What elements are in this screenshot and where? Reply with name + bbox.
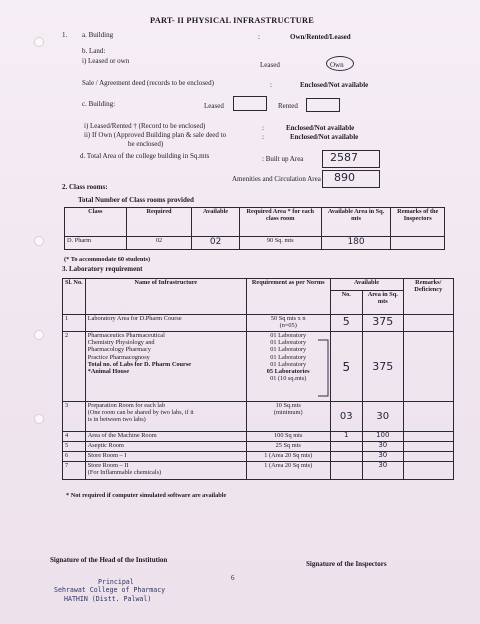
bracket-mark [316, 338, 334, 400]
table-row [63, 442, 454, 452]
table-cell [85, 402, 246, 432]
punch-hole [34, 414, 44, 424]
table-cell: 6 [63, 452, 86, 462]
table-cell [403, 462, 453, 480]
table-cell: 2 [63, 332, 86, 402]
table-row [63, 452, 454, 462]
land-option-leased: Leased [260, 61, 280, 69]
infrastructure-line: (For Inflammable chemicals) [87, 469, 162, 477]
builtup-value: 2587 [330, 151, 358, 164]
signature-inspectors-label: Signature of the Inspectors [306, 560, 387, 568]
table-cell [330, 462, 363, 480]
colon: : [262, 124, 264, 132]
colon: : [258, 33, 260, 41]
infrastructure-line: *Animal House [87, 368, 130, 376]
table-cell: Area of the Machine Room [85, 432, 246, 442]
infrastructure-line: Practice Pharmacognosy [87, 353, 150, 361]
colon: : [270, 81, 272, 89]
table-cell: 30 [363, 452, 404, 462]
table-cell: 4 [63, 432, 86, 442]
table-cell: 02 [192, 237, 240, 250]
table-cell: 1 [330, 432, 363, 442]
requirement-line: (n=05) [279, 322, 297, 330]
c-ii-continuation: be enclosed) [128, 140, 164, 148]
requirement-line: 01 Laboratory [270, 339, 307, 347]
page-number: 6 [231, 574, 235, 582]
table-cell: 1 (Area 20 Sq mts) [246, 452, 330, 462]
column-header: Remarks/ Deficiency [403, 279, 453, 315]
punch-hole [34, 37, 44, 47]
column-header: Class [65, 208, 127, 237]
table-cell: 100 [363, 432, 404, 442]
deed-label: Sale / Agreement deed (records to be enclosed) [82, 79, 214, 87]
table-cell [330, 452, 363, 462]
column-header: Required [126, 208, 192, 237]
table-cell [85, 462, 246, 480]
deed-value: Enclosed/Not available [300, 81, 369, 89]
requirement-line: 50 Sq mts x n [270, 315, 306, 322]
requirement-line: 05 Laboratories [266, 368, 310, 376]
page-title: PART- II PHYSICAL INFRASTRUCTURE [150, 16, 315, 25]
leased-checkbox [233, 96, 267, 111]
table-cell [403, 332, 453, 402]
infrastructure-line: Chemistry Physiology and [87, 339, 155, 347]
lab-table [62, 278, 454, 480]
table-cell: 03 [330, 402, 363, 432]
table-cell: 3 [63, 402, 86, 432]
classrooms-heading: 2. Class rooms: [62, 183, 108, 191]
punch-hole [34, 330, 44, 340]
infrastructure-line: is in between two labs) [87, 416, 146, 424]
table-cell: 1 (Area 20 Sq mts) [246, 462, 330, 480]
table-cell: Laboratory Area for D.Pharm Course [85, 315, 246, 332]
requirement-line: 10 Sq.mts [275, 402, 301, 409]
table-cell: 5 [330, 315, 363, 332]
requirement-line: 01 Laboratory [270, 346, 307, 354]
table-cell [403, 315, 453, 332]
punch-hole [34, 236, 44, 246]
infrastructure-line: Preparation Room for each lab [87, 402, 166, 409]
table-row [63, 432, 454, 442]
requirement-line: 01 (10 sq.mts) [270, 375, 307, 383]
table-cell [403, 452, 453, 462]
amenities-label: Amenities and Circulation Area [232, 175, 321, 183]
table-cell: 375 [363, 315, 404, 332]
table-cell: 25 Sq mts [246, 442, 330, 452]
table-row [63, 315, 454, 332]
table-cell [391, 237, 445, 250]
rented-checkbox [306, 98, 340, 112]
infrastructure-line: Pharmaceutics Pharmaceutical [87, 332, 165, 339]
table-cell: 375 [363, 332, 404, 402]
table-cell: 5 [63, 442, 86, 452]
column-header: Name of Infrastructure [85, 279, 246, 315]
land-sub-label: i) Leased or own [82, 57, 130, 65]
table-row [65, 237, 445, 250]
requirement-line: (minimum) [273, 409, 303, 417]
table-cell [403, 432, 453, 442]
table-cell: 30 [363, 442, 404, 452]
builtup-label: : Built up Area [262, 155, 304, 163]
lab-heading: 3. Laboratory requirement [62, 265, 143, 273]
table-header-row [65, 208, 445, 237]
table-cell [85, 332, 246, 402]
column-header: Area in Sq. mts [363, 291, 404, 315]
table-cell: 30 [363, 402, 404, 432]
table-cell [403, 402, 453, 432]
table-row [63, 332, 454, 402]
table-cell: Store Room – I [85, 452, 246, 462]
section-number: 1. [62, 31, 68, 39]
table-cell: 90 Sq. mts [239, 237, 321, 250]
column-header: Remarks of the Inspectors [391, 208, 445, 237]
table-cell: 02 [126, 237, 192, 250]
table-row [63, 402, 454, 432]
table-cell: 100 Sq mts [246, 432, 330, 442]
table-cell: 7 [63, 462, 86, 480]
table-row [63, 462, 454, 480]
c-i-value: Enclosed/Not available [286, 124, 355, 132]
requirement-line: 01 Laboratory [270, 353, 307, 361]
c-i-label: i) Leased/Rented † (Record to be enclosed) [84, 122, 206, 130]
colon: : [262, 133, 264, 141]
table-cell [246, 315, 330, 332]
c-building-label: c. Building: [82, 100, 116, 108]
c-rented-label: Rented [278, 102, 298, 110]
stamp-line: Principal [98, 578, 134, 586]
column-header: Available [330, 279, 403, 291]
table-cell: Aseptic Room [85, 442, 246, 452]
c-ii-label: ii) If Own (Approved Building plan & sale deed to [84, 131, 227, 139]
infrastructure-line: (One room can be shared by two labs, if it [87, 409, 194, 417]
classrooms-subheading: Total Number of Class rooms provided [78, 196, 194, 204]
land-label: b. Land: [82, 47, 106, 55]
lab-note: * Not required if computer simulated software are available [66, 492, 227, 499]
column-header: Required Area * for each class room [239, 208, 321, 237]
signature-head-label: Signature of the Head of the Institution [50, 556, 168, 564]
infrastructure-line: Pharmacology Pharmacy [87, 346, 151, 354]
column-header: Sl. No. [63, 279, 86, 315]
building-options: Own/Rented/Leased [290, 33, 351, 41]
c-leased-label: Leased [204, 102, 224, 110]
stamp-line: HATHIN (Distt. Palwal) [64, 594, 152, 603]
infrastructure-line: Total no. of Labs for D. Pharm Course [87, 360, 192, 368]
table-cell [246, 402, 330, 432]
amenities-value: 890 [334, 171, 355, 184]
column-header: Available Area in Sq. mts [321, 208, 391, 237]
table-cell: 1 [63, 315, 86, 332]
column-header: Requirement as per Norms [246, 279, 330, 315]
classrooms-note: (* To accommodate 60 students) [64, 256, 151, 263]
c-ii-value: Enclosed/Not available [290, 133, 359, 141]
land-option-own: Own [330, 61, 344, 69]
table-cell: 30 [363, 462, 404, 480]
column-header: Available [192, 208, 240, 237]
building-label: a. Building [82, 31, 114, 39]
table-cell: 5 [330, 332, 363, 402]
table-cell [330, 442, 363, 452]
table-cell: 180 [321, 237, 391, 250]
own-circle-mark [326, 56, 354, 71]
requirement-line: 01 Laboratory [270, 360, 307, 368]
stamp-line: Sehrawat College of Pharmacy [54, 586, 166, 595]
principal-stamp [54, 578, 210, 603]
table-header-row [63, 279, 454, 291]
table-cell: D. Pharm [65, 237, 127, 250]
infrastructure-line: Store Room – II [87, 462, 129, 469]
column-header: No. [330, 291, 363, 315]
requirement-line: 01 Laboratory [270, 332, 307, 339]
table-cell [403, 442, 453, 452]
total-area-label: d. Total Area of the college building in Sq.mts [80, 152, 210, 160]
classrooms-table [64, 207, 445, 250]
